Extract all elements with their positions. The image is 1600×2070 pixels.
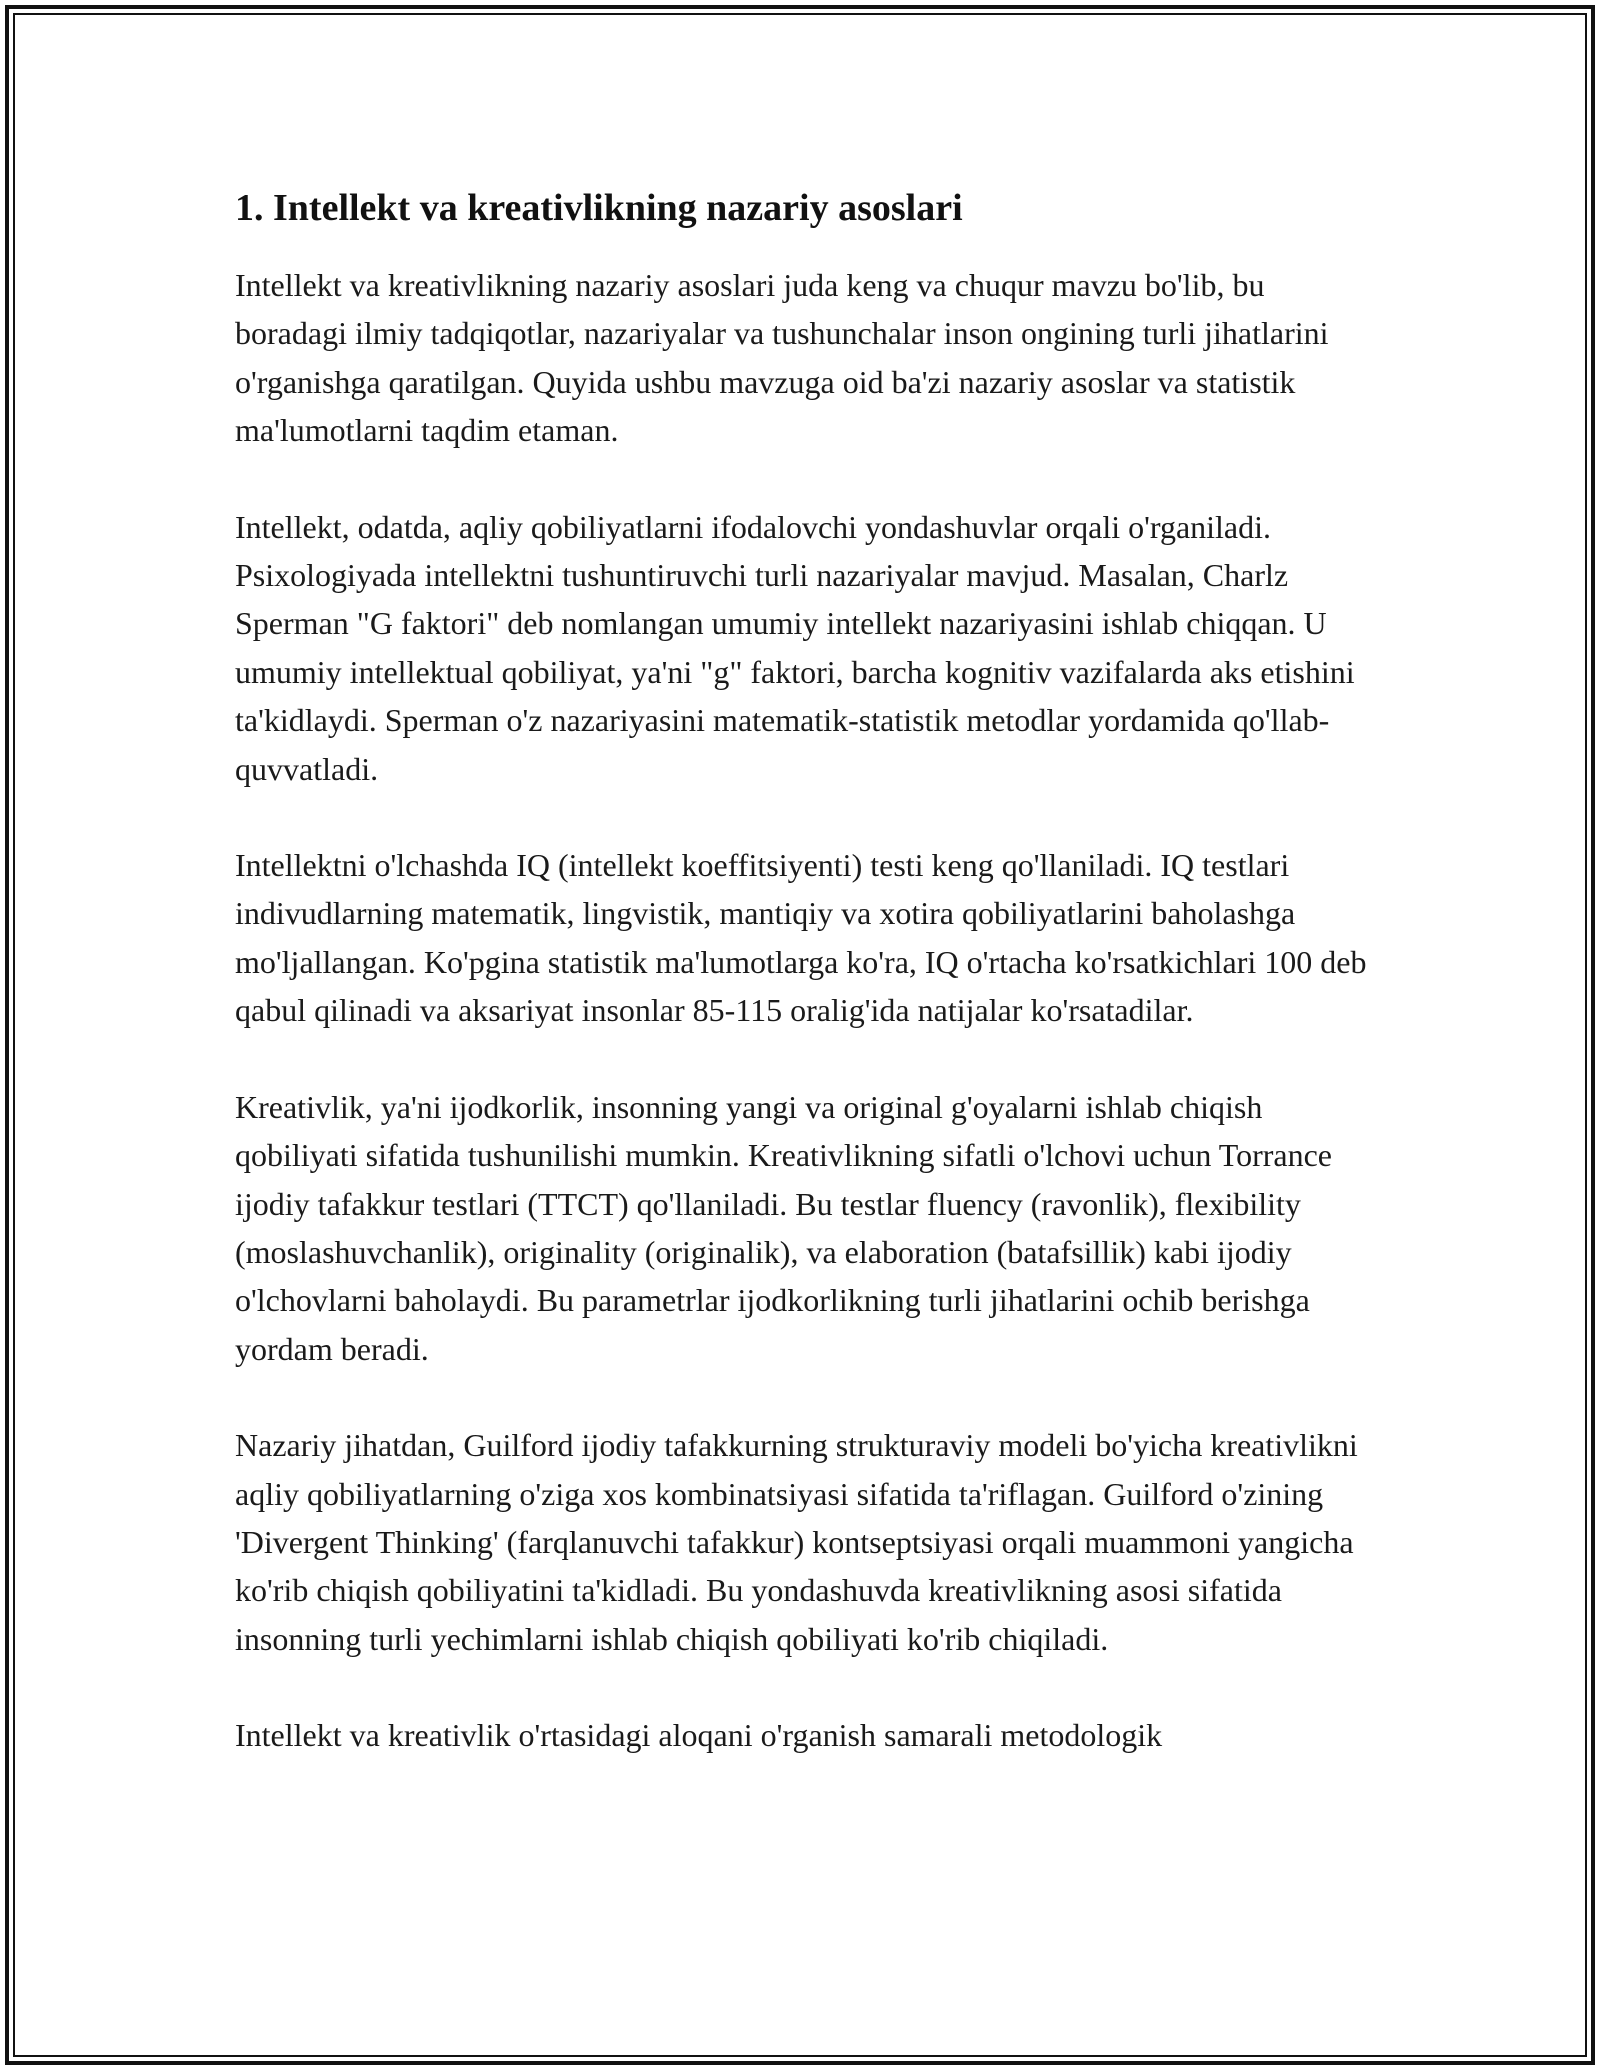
paragraph-relationship: Intellekt va kreativlik o'rtasidagi aloqani o'rganish samarali metodologik [235,1717,1163,1754]
paragraph-intro: Intellekt va kreativlikning nazariy asoslari juda keng va chuqur mavzu bo'lib, bu boradagi ilmiy tadqiqotlar, nazariyalar va tushunchalar inson ongining turli jihatlarini o'rganishga qaratilgan. Quyida ushbu mavzuga oid ba'zi nazariy asoslar va statistik ma'lumotlarni taqdim etaman. [235,267,1329,449]
paragraph-iq-tests: Intellektni o'lchashda IQ (intellekt koeffitsiyenti) testi keng qo'llaniladi. IQ testlari indivudlarning matematik, lingvistik, mantiqiy va xotira qobiliyatlarini baholashga mo'ljallangan. Ko'pgina statistik ma'lumotlarga ko'ra, IQ o'rtacha ko'rsatkichlari 100 deb qabul qilinadi va aksariyat insonlar 85-115 oralig'ida natijalar ko'rsatadilar. [235,847,1367,1029]
section-heading: 1. Intellekt va kreativlikning nazariy asoslari [235,187,963,229]
paragraph-spearman: Intellekt, odatda, aqliy qobiliyatlarni ifodalovchi yondashuvlar orqali o'rganiladi. Psixologiyada intellektni tushuntiruvchi turli nazariyalar mavjud. Masalan, Charlz Sperman "G faktori" deb nomlangan umumiy intellekt nazariyasini ishlab chiqqan. U umumiy intellektual qobiliyat, ya'ni "g" faktori, barcha kognitiv vazifalarda aks etishini ta'kidlaydi. Sperman o'z nazariyasini matematik-statistik metodlar yordamida qo'llab-quvvatladi. [235,508,1355,787]
paragraph-guilford: Nazariy jihatdan, Guilford ijodiy tafakkurning strukturaviy modeli bo'yicha kreativlikni aqliy qobiliyatlarning o'ziga xos kombinatsiyasi sifatida ta'riflagan. Guilford o'zining 'Divergent Thinking' (farqlanuvchi tafakkur) kontseptsiyasi orqali muammoni yangicha ko'rib chiqish qobiliyatini ta'kidladi. Bu yondashuvda kreativlikning asosi sifatida insonning turli yechimlarni ishlab chiqish qobiliyati ko'rib chiqiladi. [235,1427,1358,1657]
document-body [235,183,1375,1808]
paragraph-torrance: Kreativlik, ya'ni ijodkorlik, insonning yangi va original g'oyalarni ishlab chiqish qobiliyati sifatida tushunilishi mumkin. Kreativlikning sifatli o'lchovi uchun Torrance ijodiy tafakkur testlari (TTCT) qo'llaniladi. Bu testlar fluency (ravonlik), flexibility (moslashuvchanlik), originality (originalik), va elaboration (batafsillik) kabi ijodiy o'lchovlarni baholaydi. Bu parametrlar ijodkorlikning turli jihatlarini ochib berishga yordam beradi. [235,1088,1332,1367]
